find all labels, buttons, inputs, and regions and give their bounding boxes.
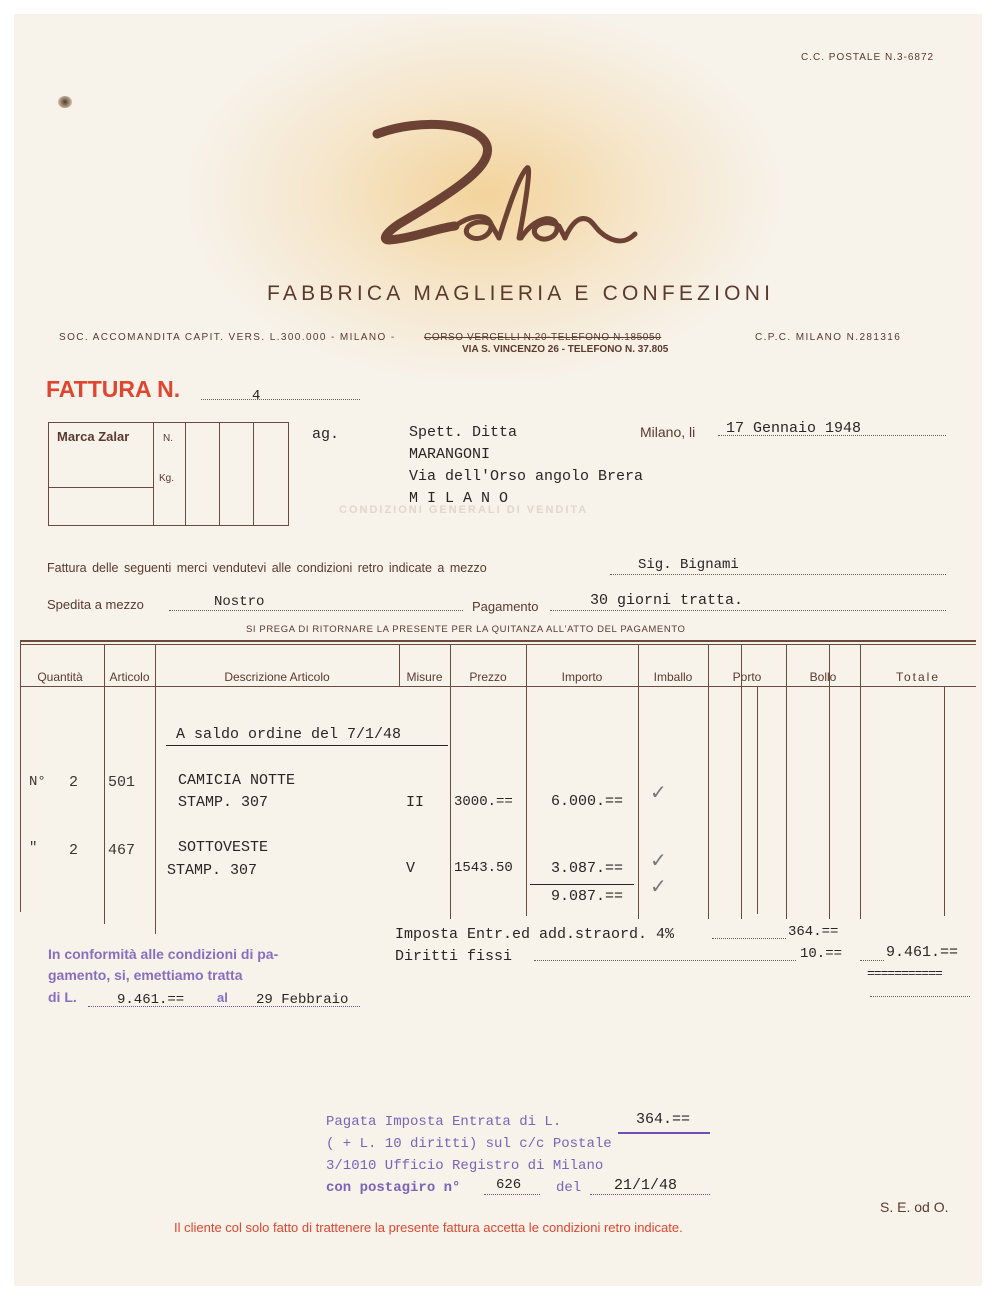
col-line	[829, 644, 830, 919]
stamp-bottom-amount: 364.==	[636, 1111, 691, 1128]
col-line	[104, 644, 105, 924]
recipient-city: M I L A N O	[409, 490, 509, 507]
header-prezzo: Prezzo	[469, 670, 507, 684]
col-line	[944, 686, 945, 916]
col-line	[741, 644, 742, 919]
box-n-label: N.	[163, 433, 173, 444]
seo-mark: S. E. od O.	[880, 1199, 949, 1215]
header-bollo: Bollo	[809, 670, 837, 684]
stamp-left-prefix: di L.	[48, 989, 77, 1005]
spedita-value: Nostro	[214, 594, 265, 610]
recipient-address: Via dell'Orso angolo Brera	[409, 468, 644, 485]
tax-value: 364.==	[788, 924, 839, 940]
fees-value: 10.==	[800, 946, 843, 962]
pagamento-value: 30 giorni tratta.	[590, 592, 744, 609]
row2-misure: V	[406, 860, 416, 877]
table-header-rule	[20, 686, 976, 687]
row2-desc2: STAMP. 307	[167, 862, 258, 879]
header-misure: Misure	[406, 670, 443, 684]
row1-misure: II	[406, 794, 425, 811]
rust-stain	[58, 96, 72, 108]
checkmark-icon: ✓	[650, 874, 667, 898]
col-line	[860, 644, 861, 919]
tax-label: Imposta Entr.ed add.straord. 4%	[395, 926, 675, 943]
stamp-bottom-line4: con postagiro n°	[326, 1180, 461, 1196]
stamp-left-line2: gamento, si, emettiamo tratta	[48, 967, 243, 983]
row1-mark: N°	[29, 774, 46, 790]
company-line-left: SOC. ACCOMANDITA CAPIT. VERS. L.300.000 - MILANO -	[59, 332, 396, 343]
table-left-edge	[20, 640, 21, 912]
postagiro-date-dotline	[590, 1194, 710, 1195]
col-line	[708, 644, 709, 919]
company-line-struck: CORSO VERCELLI N.20-TELEFONO N.185050	[424, 332, 662, 343]
stamp-left-line1: In conformità alle condizioni di pa-	[48, 946, 279, 962]
header-importo: Importo	[561, 670, 603, 684]
row2-importo: 3.087.==	[551, 860, 624, 877]
col-line	[757, 686, 758, 914]
marca-box	[48, 422, 289, 526]
order-note: A saldo ordine del 7/1/48	[176, 726, 402, 743]
stamp-bottom-amount-rule	[618, 1132, 710, 1134]
col-line	[638, 644, 639, 919]
spedita-dotline	[169, 610, 463, 611]
order-note-underline	[166, 745, 448, 746]
show-through-text: CONDIZIONI GENERALI DI VENDITA	[339, 504, 589, 516]
stamp-left-mid: al	[217, 990, 228, 1005]
cc-postale: C.C. POSTALE N.3-6872	[801, 52, 935, 63]
invoice-date: 17 Gennaio 1948	[726, 420, 862, 437]
marca-label: Marca Zalar	[57, 429, 130, 444]
place-label: Milano, li	[640, 424, 696, 440]
row1-qty: 2	[69, 774, 79, 791]
ag-text: ag.	[312, 426, 340, 443]
new-address-stamp: VIA S. VINCENZO 26 - TELEFONO N. 37.805	[462, 344, 669, 355]
fees-label: Diritti fissi	[395, 948, 513, 965]
fees-dotline	[534, 960, 796, 961]
header-totale: Totale	[895, 670, 941, 684]
postagiro-date: 21/1/48	[614, 1177, 678, 1194]
row1-prezzo: 3000.==	[454, 794, 513, 810]
checkmark-icon: ✓	[650, 780, 667, 804]
postagiro-number: 626	[496, 1177, 522, 1193]
company-subtitle: FABBRICA MAGLIERIA E CONFEZIONI	[267, 282, 775, 305]
header-porto: Porto	[732, 670, 762, 684]
col-line	[786, 644, 787, 919]
header-imballo: Imballo	[653, 670, 693, 684]
col-line	[526, 644, 527, 916]
subtotal-rule	[530, 884, 634, 885]
col-line	[155, 644, 156, 934]
fattura-label: FATTURA N.	[46, 376, 181, 402]
pagamento-dotline	[550, 610, 946, 611]
row2-mark: "	[29, 840, 38, 856]
fattura-number: 4	[252, 388, 261, 404]
recipient-line1: Spett. Ditta	[409, 424, 518, 441]
company-line-right: C.P.C. MILANO N.281316	[755, 332, 902, 343]
return-notice: SI PREGA DI RITORNARE LA PRESENTE PER LA QUITANZA ALL'ATTO DEL PAGAMENTO	[246, 624, 686, 635]
fattura-dotline	[201, 399, 360, 400]
spedita-label: Spedita a mezzo	[47, 597, 144, 612]
terms-line1-dotline	[610, 574, 946, 575]
stamp-bottom-del: del	[556, 1180, 582, 1196]
row2-article: 467	[108, 842, 136, 859]
total-double-underline: ===========	[867, 966, 942, 981]
invoice-paper	[14, 14, 982, 1286]
total-dotline	[860, 960, 884, 961]
row2-qty: 2	[69, 842, 79, 859]
zalar-logo	[359, 116, 639, 266]
box-kg-label: Kg.	[159, 473, 175, 484]
stamp-bottom-line3: 3/1010 Ufficio Registro di Milano	[326, 1158, 604, 1174]
stamp-bottom-line1: Pagata Imposta Entrata di L.	[326, 1114, 562, 1130]
col-line	[450, 644, 451, 919]
row1-importo: 6.000.==	[551, 793, 624, 810]
terms-line1-value: Sig. Bignami	[638, 557, 739, 573]
header-descrizione: Descrizione Articolo	[224, 670, 330, 684]
header-articolo: Articolo	[109, 670, 150, 684]
row1-article: 501	[108, 774, 136, 791]
table-top-rule-2	[20, 644, 976, 645]
stamp-left-date: 29 Febbraio	[256, 992, 349, 1008]
row2-desc1: SOTTOVESTE	[178, 839, 269, 856]
stamp-left-amount: 9.461.==	[117, 992, 185, 1008]
total-extra-dotline	[870, 996, 970, 997]
subtotal: 9.087.==	[551, 888, 624, 905]
checkmark-icon: ✓	[650, 848, 667, 872]
recipient-name: MARANGONI	[409, 446, 491, 463]
terms-line1-label: Fattura delle seguenti merci vendutevi alle condizioni retro indicate a mezzo	[47, 561, 487, 575]
footer-condition: Il cliente col solo fatto di trattenere la presente fattura accetta le condizioni retro indicate.	[174, 1220, 683, 1235]
row1-desc2: STAMP. 307	[178, 794, 269, 811]
postagiro-dotline	[484, 1194, 540, 1195]
grand-total: 9.461.==	[886, 944, 959, 961]
tax-dotline	[712, 938, 786, 939]
logo-text	[14, 14, 16, 15]
header-quantita: Quantità	[37, 670, 83, 684]
pagamento-label: Pagamento	[472, 599, 539, 614]
row1-desc1: CAMICIA NOTTE	[178, 772, 296, 789]
row2-prezzo: 1543.50	[454, 860, 513, 876]
table-top-rule	[20, 640, 976, 642]
stamp-bottom-line2: ( + L. 10 diritti) sul c/c Postale	[326, 1136, 612, 1152]
